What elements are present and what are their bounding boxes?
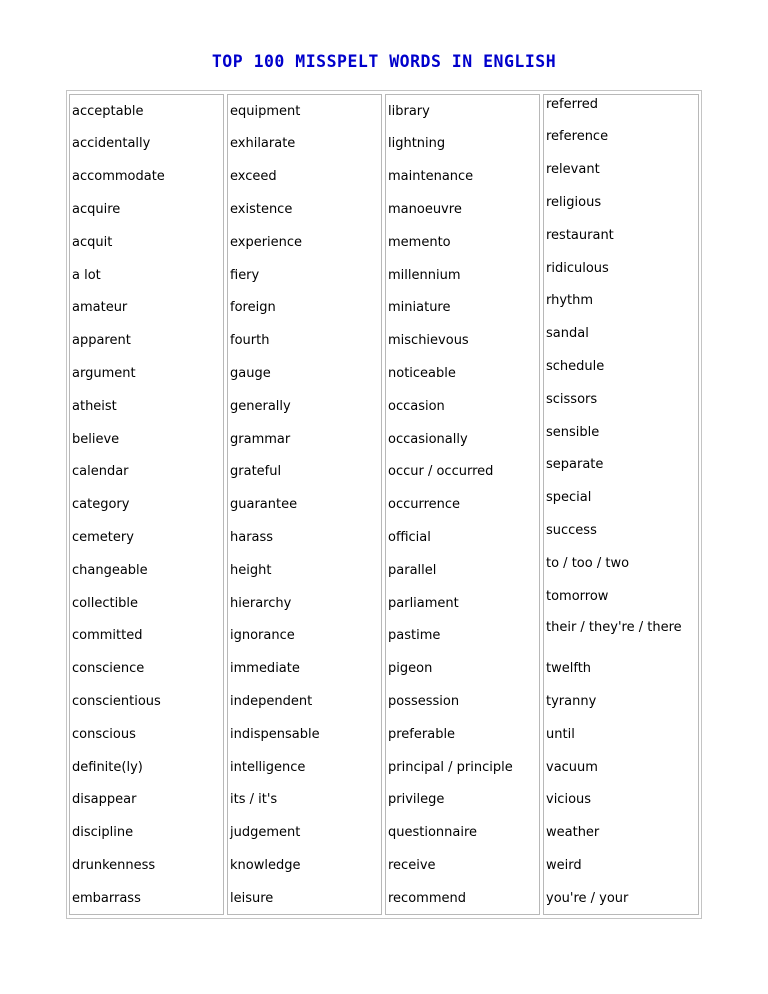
word-cell: twelfth: [546, 661, 592, 677]
word-cell: its / it's: [230, 792, 278, 808]
word-cell: schedule: [546, 358, 605, 374]
word-cell: occur / occurred: [388, 464, 494, 480]
word-cell: parallel: [388, 562, 437, 578]
word-cell: occasionally: [388, 431, 468, 447]
word-cell: preferable: [388, 726, 456, 742]
word-cell: definite(ly): [72, 759, 143, 775]
word-cell: religious: [546, 194, 602, 210]
word-cell: millennium: [388, 267, 461, 283]
word-cell: fourth: [230, 333, 270, 349]
word-cell: acceptable: [72, 103, 144, 119]
word-cell: possession: [388, 693, 460, 709]
word-cell: lightning: [388, 136, 446, 152]
word-cell: sensible: [546, 424, 600, 440]
word-cell: accidentally: [72, 136, 151, 152]
word-cell: equipment: [230, 103, 301, 119]
word-cell: leisure: [230, 890, 274, 906]
word-cell: acquire: [72, 201, 121, 217]
word-cell: principal / principle: [388, 759, 513, 775]
word-cell: rhythm: [546, 293, 594, 309]
word-cell: parliament: [388, 595, 459, 611]
word-cell: questionnaire: [388, 825, 478, 841]
word-cell: guarantee: [230, 497, 298, 513]
word-cell: immediate: [230, 661, 300, 677]
word-cell: atheist: [72, 398, 117, 414]
word-column-2: [227, 94, 382, 915]
word-cell: restaurant: [546, 227, 614, 243]
word-cell: reference: [546, 129, 609, 145]
word-cell: occasion: [388, 398, 445, 414]
word-cell: pastime: [388, 628, 441, 644]
word-cell: fiery: [230, 267, 260, 283]
word-cell: you're / your: [546, 890, 629, 906]
word-cell: ridiculous: [546, 260, 609, 276]
word-cell: until: [546, 726, 575, 742]
word-cell: amateur: [72, 300, 128, 316]
word-cell: calendar: [72, 464, 129, 480]
word-table: [66, 90, 702, 919]
word-cell: memento: [388, 234, 451, 250]
word-cell: category: [72, 497, 130, 513]
word-cell: sandal: [546, 326, 589, 342]
word-cell: their / they're / there: [546, 620, 682, 636]
word-cell: disappear: [72, 792, 137, 808]
word-cell: scissors: [546, 391, 598, 407]
word-cell: ignorance: [230, 628, 295, 644]
word-cell: discipline: [72, 825, 134, 841]
word-cell: miniature: [388, 300, 451, 316]
word-cell: occurrence: [388, 497, 461, 513]
word-cell: believe: [72, 431, 120, 447]
word-cell: success: [546, 522, 597, 538]
word-cell: grateful: [230, 464, 282, 480]
word-cell: indispensable: [230, 726, 320, 742]
word-cell: hierarchy: [230, 595, 292, 611]
word-cell: official: [388, 529, 431, 545]
word-cell: mischievous: [388, 333, 469, 349]
word-cell: tomorrow: [546, 588, 609, 604]
word-cell: conscious: [72, 726, 136, 742]
word-column-3: [385, 94, 540, 915]
word-cell: separate: [546, 457, 604, 473]
word-cell: gauge: [230, 365, 271, 381]
word-cell: conscientious: [72, 693, 161, 709]
word-cell: exhilarate: [230, 136, 296, 152]
word-cell: weather: [546, 825, 600, 841]
page-title: TOP 100 MISSPELT WORDS IN ENGLISH: [211, 52, 557, 71]
word-cell: maintenance: [388, 169, 474, 185]
word-cell: library: [388, 103, 430, 119]
word-cell: independent: [230, 693, 313, 709]
word-cell: conscience: [72, 661, 145, 677]
word-cell: experience: [230, 234, 303, 250]
word-column-1: [69, 94, 224, 915]
word-cell: recommend: [388, 890, 466, 906]
word-column-4: [543, 94, 699, 915]
word-cell: knowledge: [230, 857, 301, 873]
word-cell: drunkenness: [72, 857, 156, 873]
word-cell: tyranny: [546, 693, 597, 709]
word-cell: weird: [546, 857, 582, 873]
word-cell: relevant: [546, 162, 600, 178]
word-cell: exceed: [230, 169, 277, 185]
word-cell: special: [546, 490, 592, 506]
word-cell: a lot: [72, 267, 101, 283]
word-cell: grammar: [230, 431, 291, 447]
word-cell: vacuum: [546, 759, 598, 775]
word-cell: noticeable: [388, 365, 456, 381]
word-cell: generally: [230, 398, 291, 414]
word-cell: cemetery: [72, 529, 134, 545]
word-cell: harass: [230, 529, 274, 545]
word-cell: foreign: [230, 300, 276, 316]
word-cell: collectible: [72, 595, 139, 611]
word-cell: height: [230, 562, 272, 578]
word-cell: manoeuvre: [388, 201, 462, 217]
word-cell: intelligence: [230, 759, 306, 775]
word-cell: committed: [72, 628, 143, 644]
word-cell: acquit: [72, 234, 113, 250]
word-cell: existence: [230, 201, 293, 217]
word-cell: embarrass: [72, 890, 141, 906]
word-cell: referred: [546, 96, 599, 112]
word-cell: pigeon: [388, 661, 433, 677]
word-cell: argument: [72, 365, 136, 381]
word-cell: judgement: [230, 825, 301, 841]
word-cell: receive: [388, 857, 436, 873]
word-cell: accommodate: [72, 169, 165, 185]
word-cell: changeable: [72, 562, 148, 578]
word-cell: privilege: [388, 792, 445, 808]
word-cell: apparent: [72, 333, 131, 349]
word-cell: vicious: [546, 792, 592, 808]
word-cell: to / too / two: [546, 555, 630, 571]
